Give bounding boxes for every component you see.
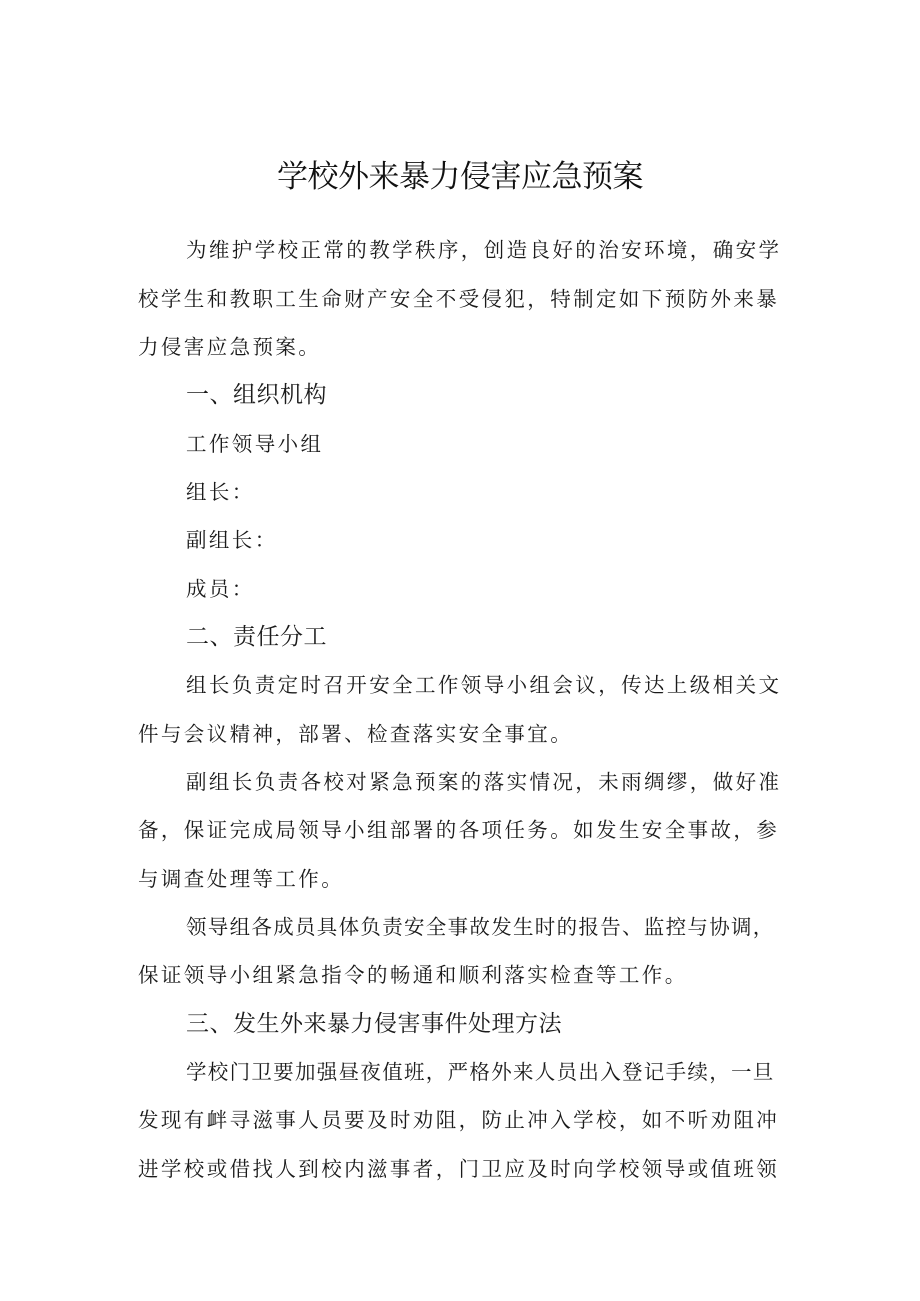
section-2-para-2-line-3: 与调查处理等工作。: [138, 867, 345, 891]
section-1-line-2: 组长：: [186, 480, 255, 504]
section-2-para-2-line-1: 副组长负责各校对紧急预案的落实情况，未雨绸缪，做好准: [186, 770, 782, 794]
section-2-para-1-line-2: 件与会议精神，部署、检查落实安全事宜。: [138, 722, 574, 746]
section-3-para-1-line-1: 学校门卫要加强昼夜值班，严格外来人员出入登记手续，一旦: [186, 1060, 775, 1084]
document-title: 学校外来暴力侵害应急预案: [277, 159, 643, 195]
section-2-heading: 二、责任分工: [186, 624, 327, 650]
section-3-heading: 三、发生外来暴力侵害事件处理方法: [186, 1011, 562, 1037]
section-2-para-3-line-1: 领导组各成员具体负责安全事故发生时的报告、监控与协调，: [186, 915, 775, 939]
section-1-line-4: 成员：: [186, 577, 255, 601]
intro-line-1: 为维护学校正常的教学秩序，创造良好的治安环境，确安学: [186, 238, 782, 262]
intro-line-3: 力侵害应急预案。: [138, 335, 322, 359]
section-1-line-1: 工作领导小组: [186, 432, 324, 456]
section-2-para-3-line-2: 保证领导小组紧急指令的畅通和顺利落实检查等工作。: [138, 963, 688, 987]
section-1-heading: 一、组织机构: [186, 382, 327, 408]
section-1-line-3: 副组长：: [186, 528, 278, 552]
section-3-para-1-line-3: 进学校或借找人到校内滋事者，门卫应及时向学校领导或值班领: [138, 1157, 780, 1181]
section-3-para-1-line-2: 发现有衅寻滋事人员要及时劝阻，防止冲入学校，如不听劝阻冲: [138, 1108, 780, 1132]
section-2-para-2-line-2: 备，保证完成局领导小组部署的各项任务。如发生安全事故，参: [138, 818, 780, 842]
section-2-para-1-line-1: 组长负责定时召开安全工作领导小组会议，传达上级相关文: [186, 673, 782, 697]
intro-line-2: 校学生和教职工生命财产安全不受侵犯，特制定如下预防外来暴: [138, 287, 780, 311]
